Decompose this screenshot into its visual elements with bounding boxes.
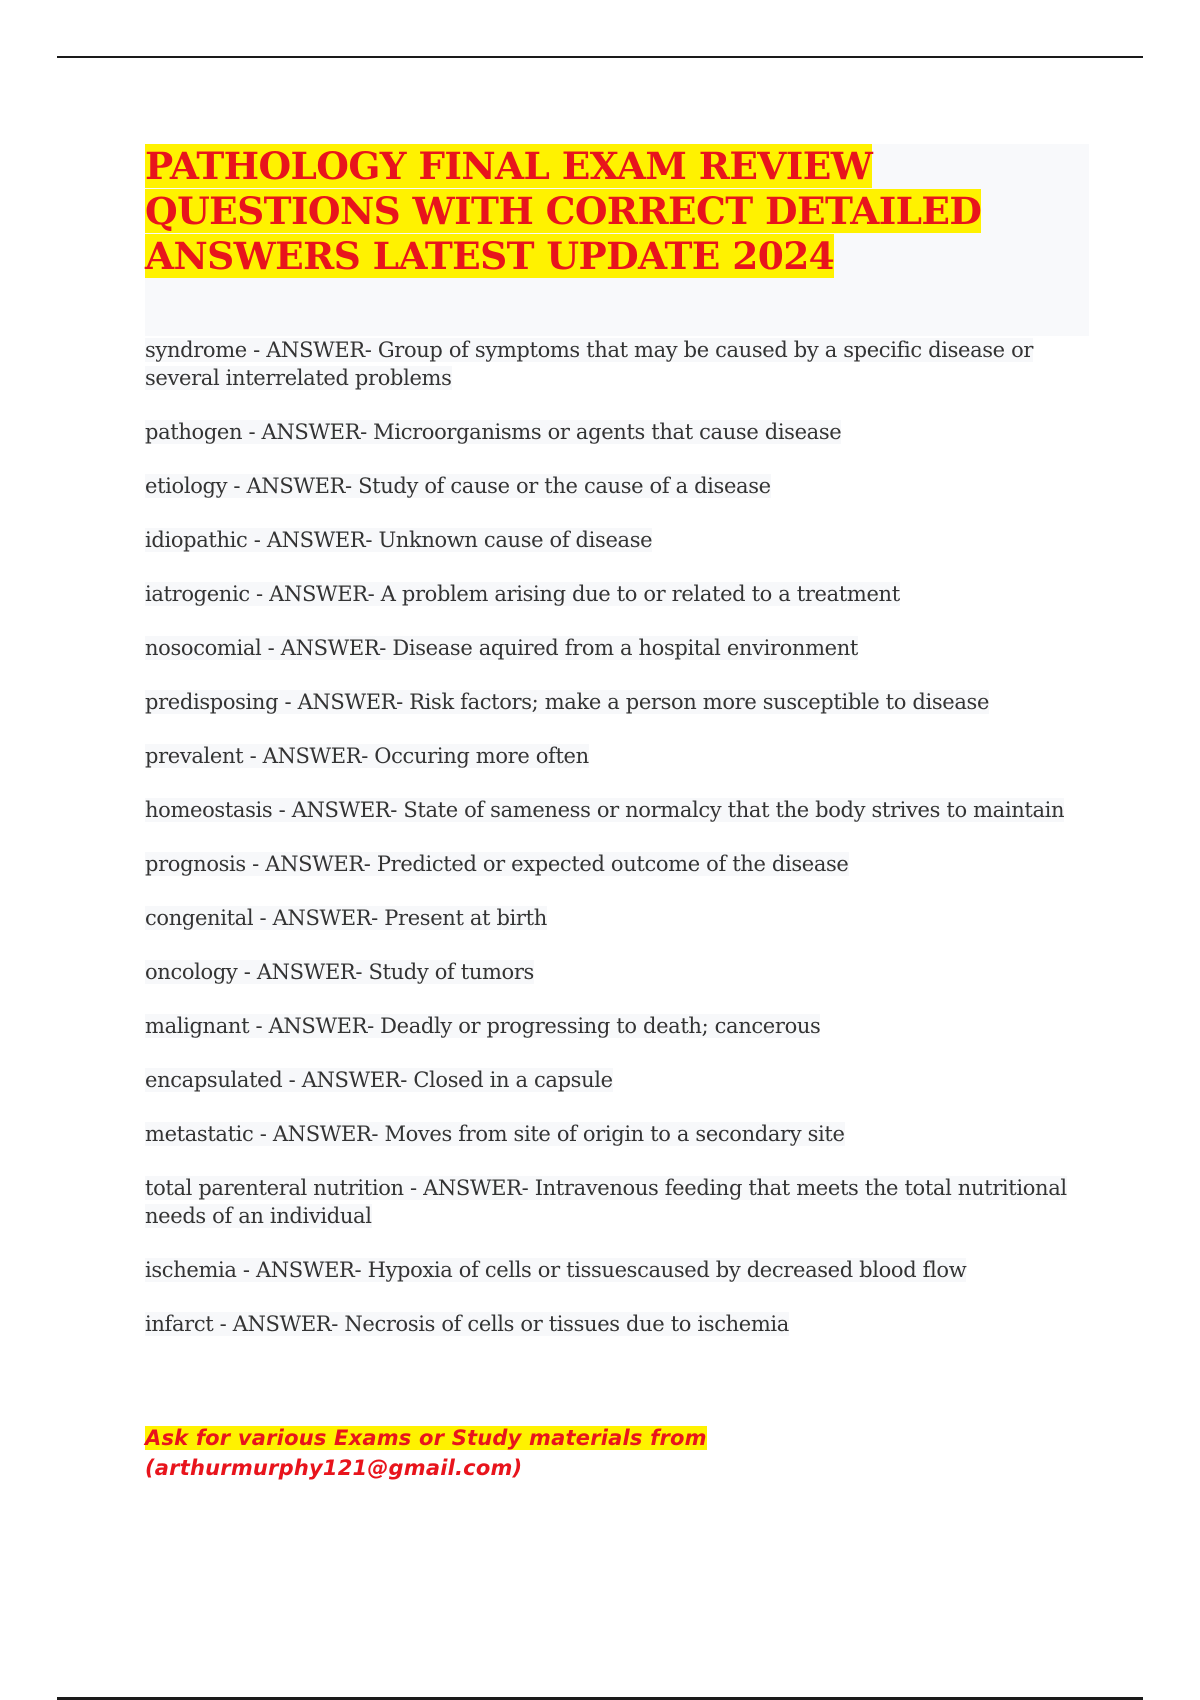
promo-email: (arthurmurphy121@gmail.com) (145, 1456, 523, 1480)
qa-item (145, 472, 1085, 500)
qa-item (145, 1066, 1085, 1094)
top-rule (57, 56, 1143, 58)
qa-text: metastatic - ANSWER- Moves from site of origin to a secondary site (145, 1122, 845, 1146)
promo-line-1-text: Ask for various Exams or Study materials from (145, 1426, 707, 1450)
qa-text: oncology - ANSWER- Study of tumors (145, 960, 534, 984)
qa-list (145, 336, 1085, 1364)
qa-item (145, 850, 1085, 878)
promo-line-1 (145, 1423, 1045, 1453)
qa-item (145, 336, 1085, 392)
qa-text: infarct - ANSWER- Necrosis of cells or tissues due to ischemia (145, 1312, 789, 1336)
qa-item (145, 1310, 1085, 1338)
qa-text: idiopathic - ANSWER- Unknown cause of disease (145, 528, 653, 552)
qa-item (145, 1120, 1085, 1148)
qa-text: encapsulated - ANSWER- Closed in a capsule (145, 1068, 613, 1092)
qa-item (145, 742, 1085, 770)
qa-text: congenital - ANSWER- Present at birth (145, 906, 547, 930)
qa-text: malignant - ANSWER- Deadly or progressing to death; cancerous (145, 1014, 821, 1038)
title-block (145, 144, 1089, 336)
qa-item (145, 1012, 1085, 1040)
qa-text: prevalent - ANSWER- Occuring more often (145, 744, 589, 768)
qa-item (145, 1256, 1085, 1284)
qa-text: syndrome - ANSWER- Group of symptoms that may be caused by a specific disease or several interrelated problems (145, 338, 1034, 390)
qa-item (145, 1174, 1085, 1230)
qa-item (145, 580, 1085, 608)
qa-text: ischemia - ANSWER- Hypoxia of cells or tissuescaused by decreased blood flow (145, 1258, 967, 1282)
qa-text: iatrogenic - ANSWER- A problem arising due to or related to a treatment (145, 582, 900, 606)
qa-text: total parenteral nutrition - ANSWER- Intravenous feeding that meets the total nutritional needs of an individual (145, 1176, 1067, 1228)
promo-note (145, 1423, 1045, 1483)
qa-item (145, 418, 1085, 446)
document-title (145, 144, 1089, 279)
qa-item (145, 904, 1085, 932)
qa-item (145, 958, 1085, 986)
qa-text: nosocomial - ANSWER- Disease aquired from a hospital environment (145, 636, 859, 660)
qa-text: homeostasis - ANSWER- State of sameness or normalcy that the body strives to maintain (145, 798, 1065, 822)
qa-item (145, 526, 1085, 554)
qa-item (145, 796, 1085, 824)
qa-item (145, 634, 1085, 662)
qa-text: prognosis - ANSWER- Predicted or expected outcome of the disease (145, 852, 849, 876)
document-title-text: PATHOLOGY FINAL EXAM REVIEW QUESTIONS WITH CORRECT DETAILED ANSWERS LATEST UPDATE 2024 (145, 144, 982, 278)
qa-text: predisposing - ANSWER- Risk factors; make a person more susceptible to disease (145, 690, 990, 714)
qa-item (145, 688, 1085, 716)
qa-text: etiology - ANSWER- Study of cause or the cause of a disease (145, 474, 771, 498)
qa-text: pathogen - ANSWER- Microorganisms or agents that cause disease (145, 420, 842, 444)
